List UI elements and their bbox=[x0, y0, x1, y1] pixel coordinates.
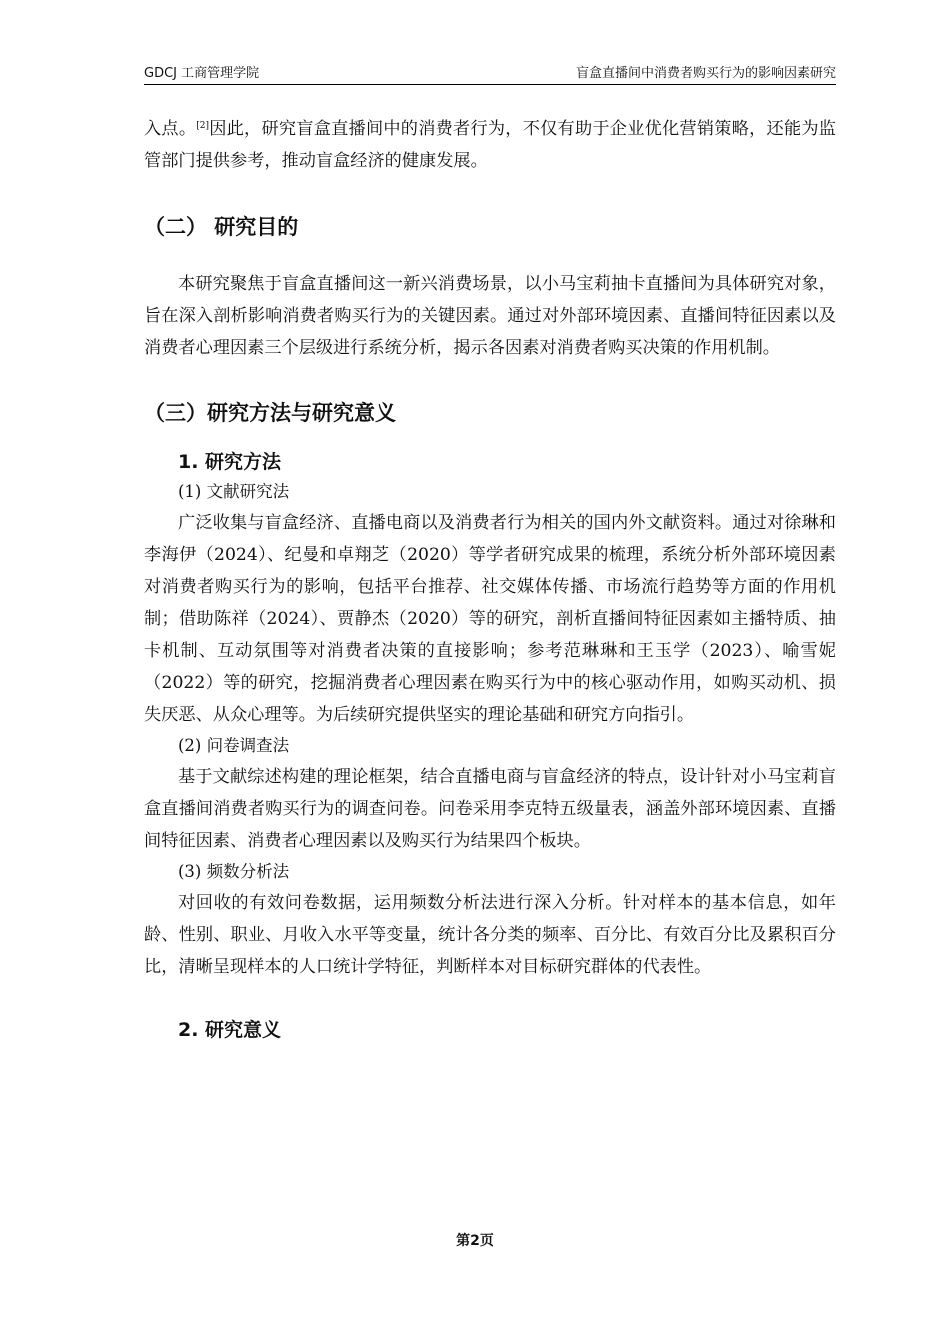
page-content bbox=[144, 113, 836, 1045]
section-method-heading: （三）研究方法与研究意义 bbox=[144, 401, 396, 425]
citation-ref: [2] bbox=[196, 121, 209, 131]
freq-method-title: (3) 频数分析法 bbox=[178, 862, 290, 881]
lit-method-paragraph: 广泛收集与盲盒经济、直播电商以及消费者行为相关的国内外文献资料。通过对徐琳和李海伊（2024）、纪曼和卓翔芝（2020）等学者研究成果的梳理，系统分析外部环境因素对消费者购买行为的影响，包括平台推荐、社交媒体传播、市场流行趋势等方面的作用机制；借助陈祥（2024）、贾静杰（2020）等的研究，剖析直播间特征因素如主播特质、抽卡机制、互动氛围等对消费者决策的直接影响；参考范琳琳和王玉学（2023）、喻雪妮（2022）等的研究，挖掘消费者心理因素在购买行为中的核心驱动作用，如购买动机、损失厌恶、从众心理等。为后续研究提供坚实的理论基础和研究方向指引。 bbox=[144, 513, 836, 725]
intro-paragraph bbox=[144, 113, 836, 177]
intro-text-rest: 因此，研究盲盒直播间中的消费者行为，不仅有助于企业优化营销策略，还能为监管部门提供参考，推动盲盒经济的健康发展。 bbox=[144, 119, 836, 171]
lit-method-title: (1) 文献研究法 bbox=[178, 482, 290, 501]
page-header bbox=[144, 62, 836, 85]
page-number: 第2页 bbox=[456, 1233, 494, 1249]
freq-method-paragraph: 对回收的有效问卷数据，运用频数分析法进行深入分析。针对样本的基本信息，如年龄、性别、职业、月收入水平等变量，统计各分类的频率、百分比、有效百分比及累积百分比，清晰呈现样本的人口统计学特征，判断样本对目标研究群体的代表性。 bbox=[144, 893, 836, 977]
header-paper-title: 盲盒直播间中消费者购买行为的影响因素研究 bbox=[575, 66, 836, 81]
purpose-paragraph: 本研究聚焦于盲盒直播间这一新兴消费场景，以小马宝莉抽卡直播间为具体研究对象，旨在深入剖析影响消费者购买行为的关键因素。通过对外部环境因素、直播间特征因素以及消费者心理因素三个层级进行系统分析，揭示各因素对消费者购买决策的作用机制。 bbox=[144, 274, 836, 358]
header-institution: GDCJ 工商管理学院 bbox=[144, 66, 260, 81]
survey-method-title: (2) 问卷调查法 bbox=[178, 736, 290, 755]
intro-text-start: 入点。 bbox=[144, 119, 197, 139]
significance-subheading: 2. 研究意义 bbox=[178, 1019, 282, 1041]
section-purpose-heading: （二） 研究目的 bbox=[144, 215, 299, 239]
method-subheading: 1. 研究方法 bbox=[178, 451, 282, 473]
survey-method-paragraph: 基于文献综述构建的理论框架，结合直播电商与盲盒经济的特点，设计针对小马宝莉盲盒直播间消费者购买行为的调查问卷。问卷采用李克特五级量表，涵盖外部环境因素、直播间特征因素、消费者心理因素以及购买行为结果四个板块。 bbox=[144, 767, 836, 851]
